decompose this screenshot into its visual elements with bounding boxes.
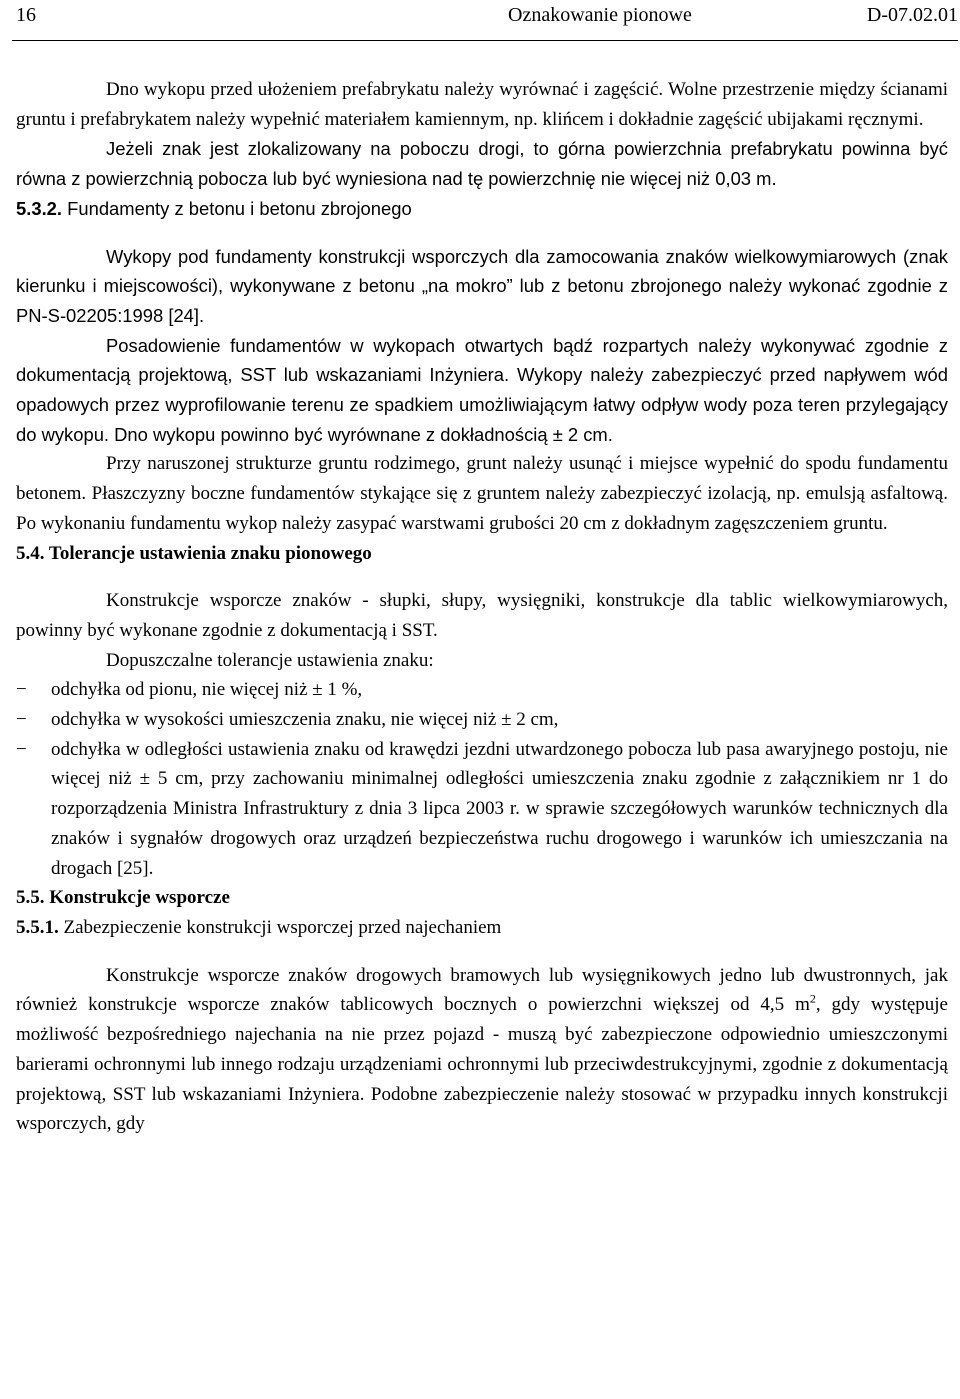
- list-item: − odchyłka od pionu, nie więcej niż ± 1 %,: [16, 675, 948, 705]
- dash-marker: −: [16, 738, 27, 760]
- section-5-3-2-heading: [16, 194, 948, 224]
- dash-marker: −: [16, 709, 27, 731]
- section-number: 5.5.1.: [16, 916, 59, 938]
- list-item: − odchyłka w odległości ustawienia znaku od krawędzi jezdni utwardzonego pobocza lub pasa awaryjnego postoju, nie więcej niż ± 5 cm, przy zachowaniu minimalnej odległości umieszczenia znaku zgodnie z załącznikiem nr 1 do rozporządzenia Ministra Infrastruktury z dnia 3 lipca 2003 r. w sprawie szczegółowych warunków technicznych dla znaków i sygnałów drogowych oraz urządzeń bezpieczeństwa ruchu drogowego i warunków ich umieszczania na drogach [25].: [16, 735, 948, 884]
- superscript-2: 2: [809, 992, 816, 1007]
- page-header: [12, 0, 958, 41]
- tolerance-list: [16, 675, 948, 883]
- section-number: 5.3.2.: [16, 197, 63, 219]
- section-5-4-heading: 5.4. Tolerancje ustawienia znaku pionowego: [16, 542, 372, 564]
- section-5-5-1-heading: [16, 913, 948, 943]
- dash-marker: −: [16, 679, 27, 701]
- page-content: [16, 75, 948, 1139]
- paragraph-4: Posadowienie fundamentów w wykopach otwartych bądź rozpartych należy wykonywać zgodnie z dokumentacją projektową, SST lub wskazaniami Inżyniera. Wykopy należy zabezpieczyć przed napływem wód opadowych przez wyprofilowanie terenu ze spadkiem umożliwiającym łatwy odpływ wody poza teren przylegający do wykopu. Dno wykopu powinno być wyrównane z dokładnością ± 2 cm.: [16, 334, 948, 445]
- section-5-5-heading: 5.5. Konstrukcje wsporcze: [16, 887, 230, 909]
- paragraph-8: Konstrukcje wsporcze znaków drogowych bramowych lub wysięgnikowych jedno lub dwustronnych, jak również konstrukcje wsporcze znaków tablicowych bocznych o powierzchni większej od 4,5 $m^2$, gdy występuje możliwość bezpośredniego najechania na nie przez pojazd - muszą być zabezpieczone odpowiednio umieszczonymi barierami ochronnymi lub innego rodzaju urządzeniami ochronnymi lub przeciwdestrukcyjnymi, zgodnie z dokumentacją projektową, SST lub wskazaniami Inżyniera. Podobne zabezpieczenie należy stosować w przypadku innych konstrukcji wsporczych, gdy: [16, 964, 948, 1135]
- paragraph-2: Jeżeli znak jest zlokalizowany na poboczu drogi, to górna powierzchnia prefabrykatu powinna być równa z powierzchnią pobocza lub być wyniesiona nad tę powierzchnię nie więcej niż 0,03 m.: [16, 138, 948, 190]
- section-title: Zabezpieczenie konstrukcji wsporczej przed najechaniem: [63, 916, 502, 938]
- list-item: − odchyłka w wysokości umieszczenia znaku, nie więcej niż ± 2 cm,: [16, 705, 948, 735]
- document-title: Oznakowanie pionowe: [508, 4, 692, 26]
- paragraph-3: Wykopy pod fundamenty konstrukcji wsporczych dla zamocowania znaków wielkowymiarowych (znak kierunku i miejscowości), wykonywane z betonu „na mokro” lub z betonu zbrojonego należy wykonać zgodnie z PN-S-02205:1998 [24].: [16, 245, 948, 326]
- paragraph-7: Dopuszczalne tolerancje ustawienia znaku:: [106, 649, 434, 671]
- paragraph-5: Przy naruszonej strukturze gruntu rodzimego, grunt należy usunąć i miejsce wypełnić do spodu fundamentu betonem. Płaszczyzny boczne fundamentów stykające się z gruntem należy zabezpieczyć izolacją, np. emulsją asfaltową. Po wykonaniu fundamentu wykop należy zasypać warstwami grubości 20 cm z dokładnym zagęszczeniem gruntu.: [16, 453, 948, 534]
- page-number: 16: [16, 4, 36, 26]
- section-title: Fundamenty z betonu i betonu zbrojonego: [67, 197, 412, 219]
- document-code: D-07.02.01: [866, 4, 958, 26]
- paragraph-1: Dno wykopu przed ułożeniem prefabrykatu należy wyrównać i zagęścić. Wolne przestrzenie między ścianami gruntu i prefabrykatem należy wypełnić materiałem kamiennym, np. klińcem i dokładnie zagęścić ubijakami ręcznymi.: [16, 79, 948, 130]
- paragraph-6: Konstrukcje wsporcze znaków - słupki, słupy, wysięgniki, konstrukcje dla tablic wielkowymiarowych, powinny być wykonane zgodnie z dokumentacją i SST.: [16, 590, 948, 641]
